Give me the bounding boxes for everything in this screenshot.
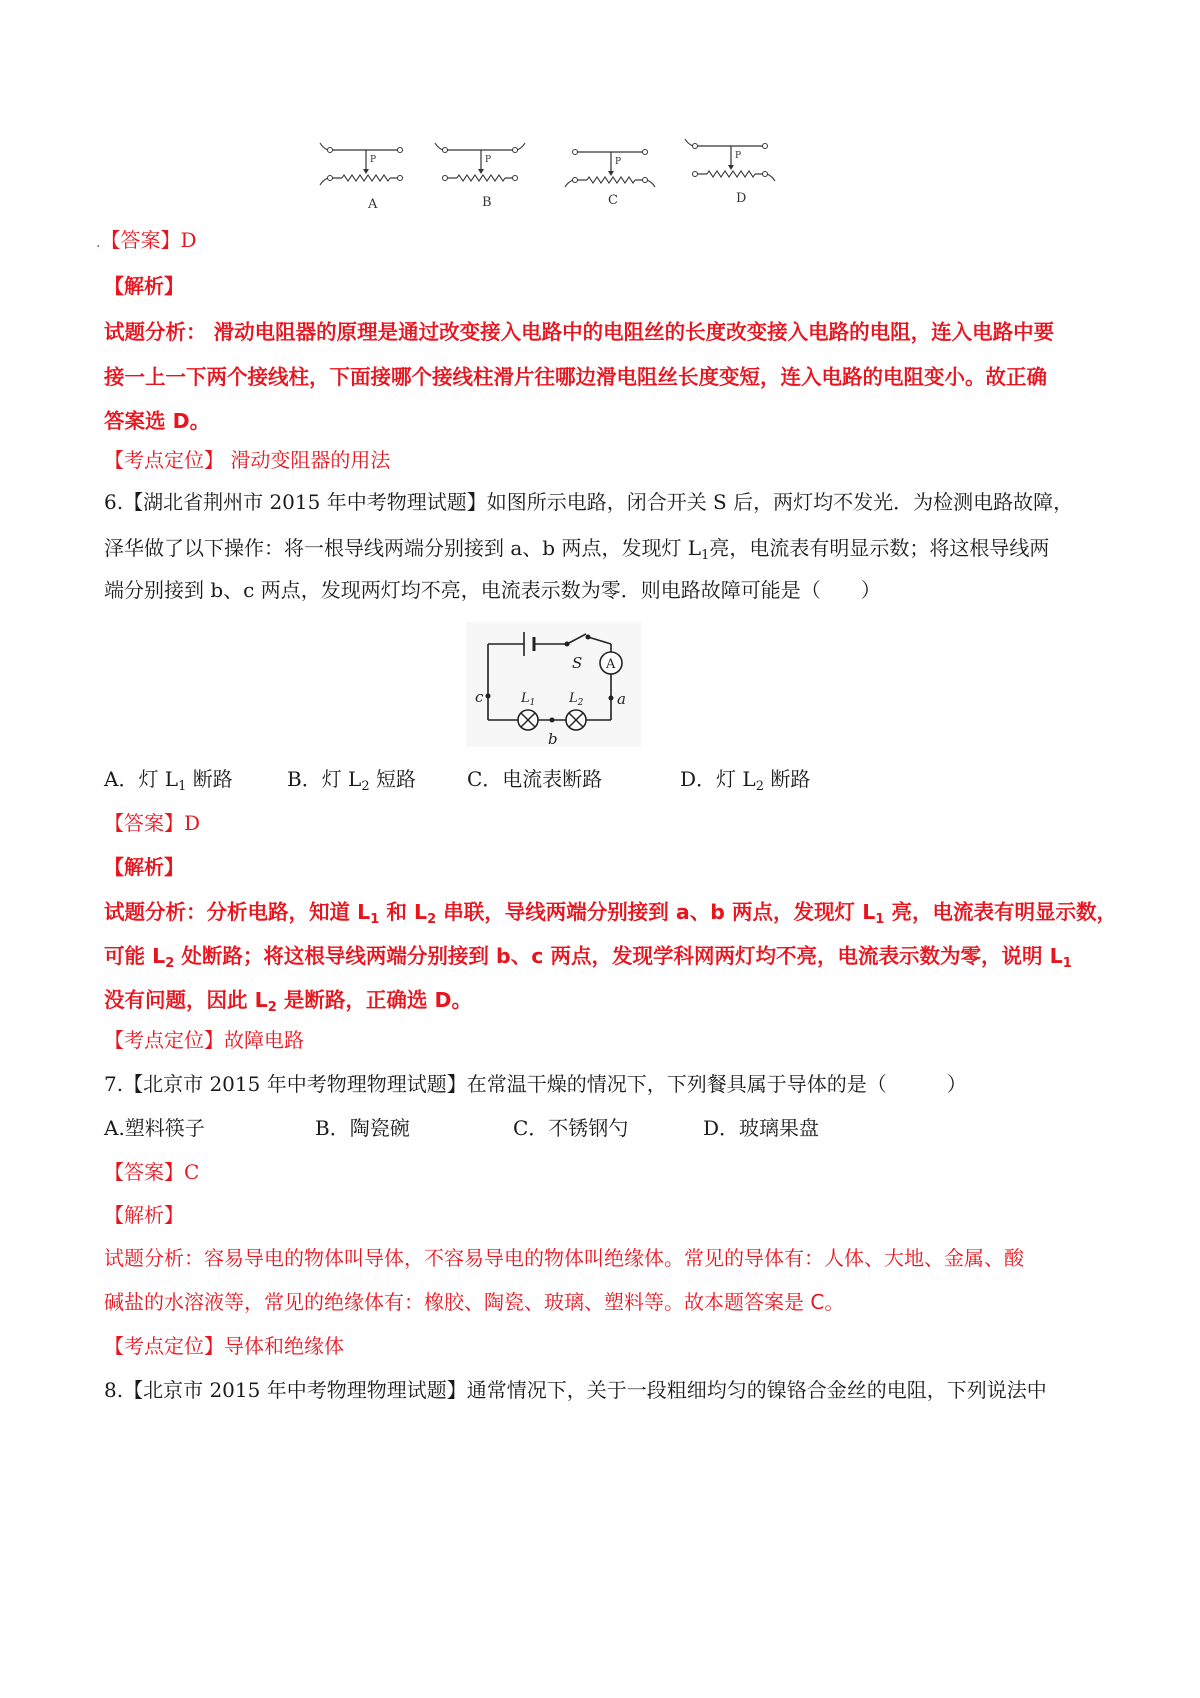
circuit-label-s: S — [572, 654, 583, 672]
q7-point: 【考点定位】导体和绝缘体 — [104, 1334, 344, 1358]
q6-stem-line-1: 6.【湖北省荆州市 2015 年中考物理试题】如图所示电路，闭合开关 S 后，两灯均不发光．为检测电路故障， — [104, 490, 1074, 514]
q5-answer: .【答案】D — [96, 228, 197, 252]
circuit-label-c: c — [475, 688, 484, 706]
figure-label-c: C — [608, 193, 618, 208]
svg-text:P: P — [370, 155, 377, 165]
q7-analysis-line-2: 碱盐的水溶液等，常见的绝缘体有：橡胶、陶瓷、玻璃、塑料等。故本题答案是 C。 — [104, 1290, 845, 1314]
figure-label-d: D — [736, 191, 747, 206]
circuit-label-b: b — [548, 730, 558, 747]
circuit-label-l2: $L_2$ — [569, 691, 584, 708]
rheostat-figure — [310, 130, 810, 215]
q5-analysis-line-3: 答案选 D。 — [104, 409, 211, 433]
q5-analysis-label: 【解析】 — [104, 274, 184, 298]
q8-stem: 8.【北京市 2015 年中考物理物理试题】通常情况下，关于一段粗细均匀的镍铬合金丝的电阻，下列说法中 — [104, 1378, 1047, 1402]
q6-point: 【考点定位】故障电路 — [104, 1028, 304, 1052]
q6-analysis-label: 【解析】 — [104, 855, 184, 879]
q7-option-c: C．不锈钢勺 — [513, 1116, 629, 1140]
q5-analysis-line-2: 接一上一下两个接线柱，下面接哪个接线柱滑片往哪边滑电阻丝长度变短，连入电路的电阻变小。故正确 — [104, 365, 1047, 389]
svg-text:P: P — [615, 157, 622, 167]
figure-label-b: B — [482, 195, 492, 210]
q6-option-b: B．灯 $L_2$ 短路 — [287, 767, 416, 794]
q7-option-d: D．玻璃果盘 — [703, 1116, 820, 1140]
svg-text:P: P — [485, 155, 492, 165]
q7-option-b: B．陶瓷碗 — [315, 1116, 410, 1140]
figure-label-a: A — [368, 197, 378, 212]
circuit-label-l1: $L_1$ — [521, 691, 536, 708]
q5-point: 【考点定位】 滑动变阻器的用法 — [104, 448, 391, 472]
q7-stem: 7.【北京市 2015 年中考物理物理试题】在常温干燥的情况下，下列餐具属于导体的是（ ） — [104, 1072, 967, 1096]
q6-answer: 【答案】D — [104, 811, 201, 835]
q6-analysis-line-2: 可能 $L_2$ 处断路；将这根导线两端分别接到 b、c 两点，发现学科网两灯均不亮，电流表示数为零，说明 $L_1$ — [104, 944, 1072, 971]
q7-analysis-label: 【解析】 — [104, 1203, 184, 1227]
q6-option-c: C．电流表断路 — [467, 767, 603, 791]
svg-text:P: P — [735, 151, 742, 161]
q7-analysis-line-1: 试题分析：容易导电的物体叫导体，不容易导电的物体叫绝缘体。常见的导体有：人体、大地、金属、酸 — [104, 1246, 1024, 1270]
q7-option-a: A.塑料筷子 — [104, 1116, 205, 1140]
circuit-diagram — [466, 622, 641, 747]
q5-analysis-line-1: 试题分析： 滑动电阻器的原理是通过改变接入电路中的电阻丝的长度改变接入电路的电阻，连入电路中要 — [104, 320, 1055, 344]
q6-option-d: D．灯 $L_2$ 断路 — [680, 767, 811, 794]
q6-stem-line-2: 泽华做了以下操作：将一根导线两端分别接到 a、b 两点，发现灯 $L_1$亮，电流表有明显示数；将这根导线两 — [104, 536, 1050, 563]
q6-analysis-line-1: 试题分析：分析电路，知道 $L_1$ 和 $L_2$ 串联，导线两端分别接到 a、b 两点，发现灯 $L_1$ 亮，电流表有明显示数， — [104, 900, 1117, 927]
q6-analysis-line-3: 没有问题，因此 $L_2$ 是断路，正确选 D。 — [104, 988, 473, 1015]
q6-option-a: A．灯 $L_1$ 断路 — [104, 767, 233, 794]
q7-answer: 【答案】C — [104, 1160, 200, 1184]
ammeter-label: A — [606, 657, 616, 672]
circuit-label-a: a — [617, 690, 626, 708]
q6-stem-line-3: 端分别接到 b、c 两点，发现两灯均不亮，电流表示数为零．则电路故障可能是（ ） — [104, 578, 881, 602]
